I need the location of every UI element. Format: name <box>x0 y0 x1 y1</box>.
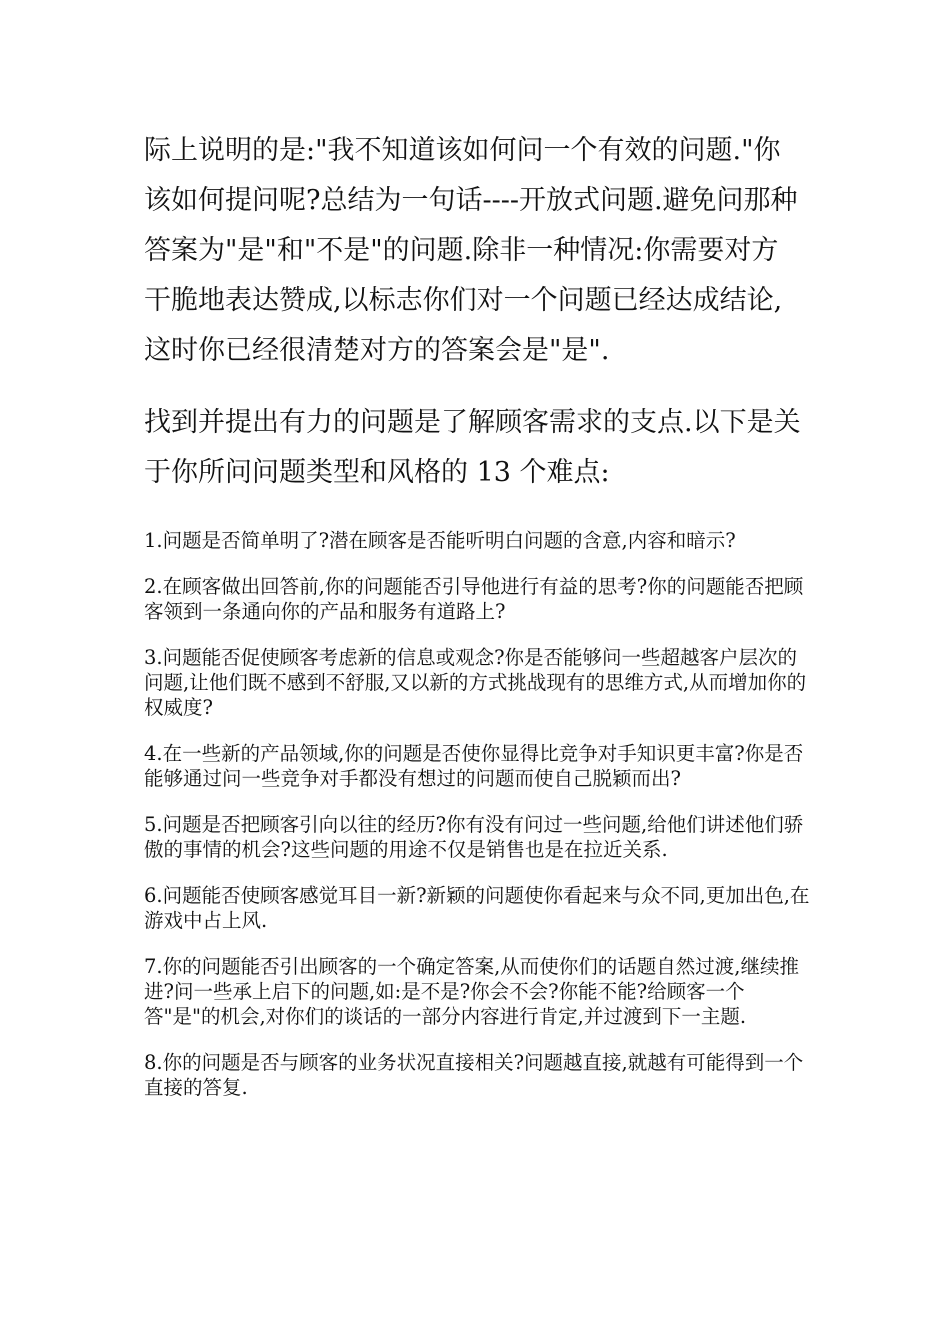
list-item-5: 5.问题是否把顾客引向以往的经历?你有没有问过一些问题,给他们讲述他们骄傲的事情的机会?这些问题的用途不仅是销售也是在拉近关系. <box>144 813 804 861</box>
list-item-8: 8.你的问题是否与顾客的业务状况直接相关?问题越直接,就越有可能得到一个直接的答复. <box>144 1051 804 1099</box>
list-item-2: 2.在顾客做出回答前,你的问题能否引导他进行有益的思考?你的问题能否把顾客领到一条通向你的产品和服务有道路上? <box>144 575 804 623</box>
document-body <box>144 126 810 1121</box>
paragraph-2: 找到并提出有力的问题是了解顾客需求的支点.以下是关于你所问问题类型和风格的 13 个难点: <box>144 407 801 488</box>
list-item-4: 4.在一些新的产品领域,你的问题是否使你显得比竞争对手知识更丰富?你是否能够通过问一些竞争对手都没有想过的问题而使自己脱颖而出? <box>144 742 804 790</box>
list-item-3: 3.问题能否促使顾客考虑新的信息或观念?你是否能够问一些超越客户层次的问题,让他们既不感到不舒服,又以新的方式挑战现有的思维方式,从而增加你的权威度? <box>144 646 807 719</box>
list-item-1: 1.问题是否简单明了?潜在顾客是否能听明白问题的含意,内容和暗示? <box>144 529 736 552</box>
list-item-7: 7.你的问题能否引出顾客的一个确定答案,从而使你们的话题自然过渡,继续推进?问一些承上启下的问题,如:是不是?你会不会?你能不能?给顾客一个答"是"的机会,对你们的谈话的一部分内容进行肯定,并过渡到下一主题. <box>144 955 800 1028</box>
paragraph-1: 际上说明的是:"我不知道该如何问一个有效的问题."你该如何提问呢?总结为一句话----开放式问题.避免问那种答案为"是"和"不是"的问题.除非一种情况:你需要对方干脆地表达赞成,以标志你们对一个问题已经达成结论,这时你已经很清楚对方的答案会是"是". <box>144 135 798 366</box>
list-item-6: 6.问题能否使顾客感觉耳目一新?新颖的问题使你看起来与众不同,更加出色,在游戏中占上风. <box>144 884 810 932</box>
